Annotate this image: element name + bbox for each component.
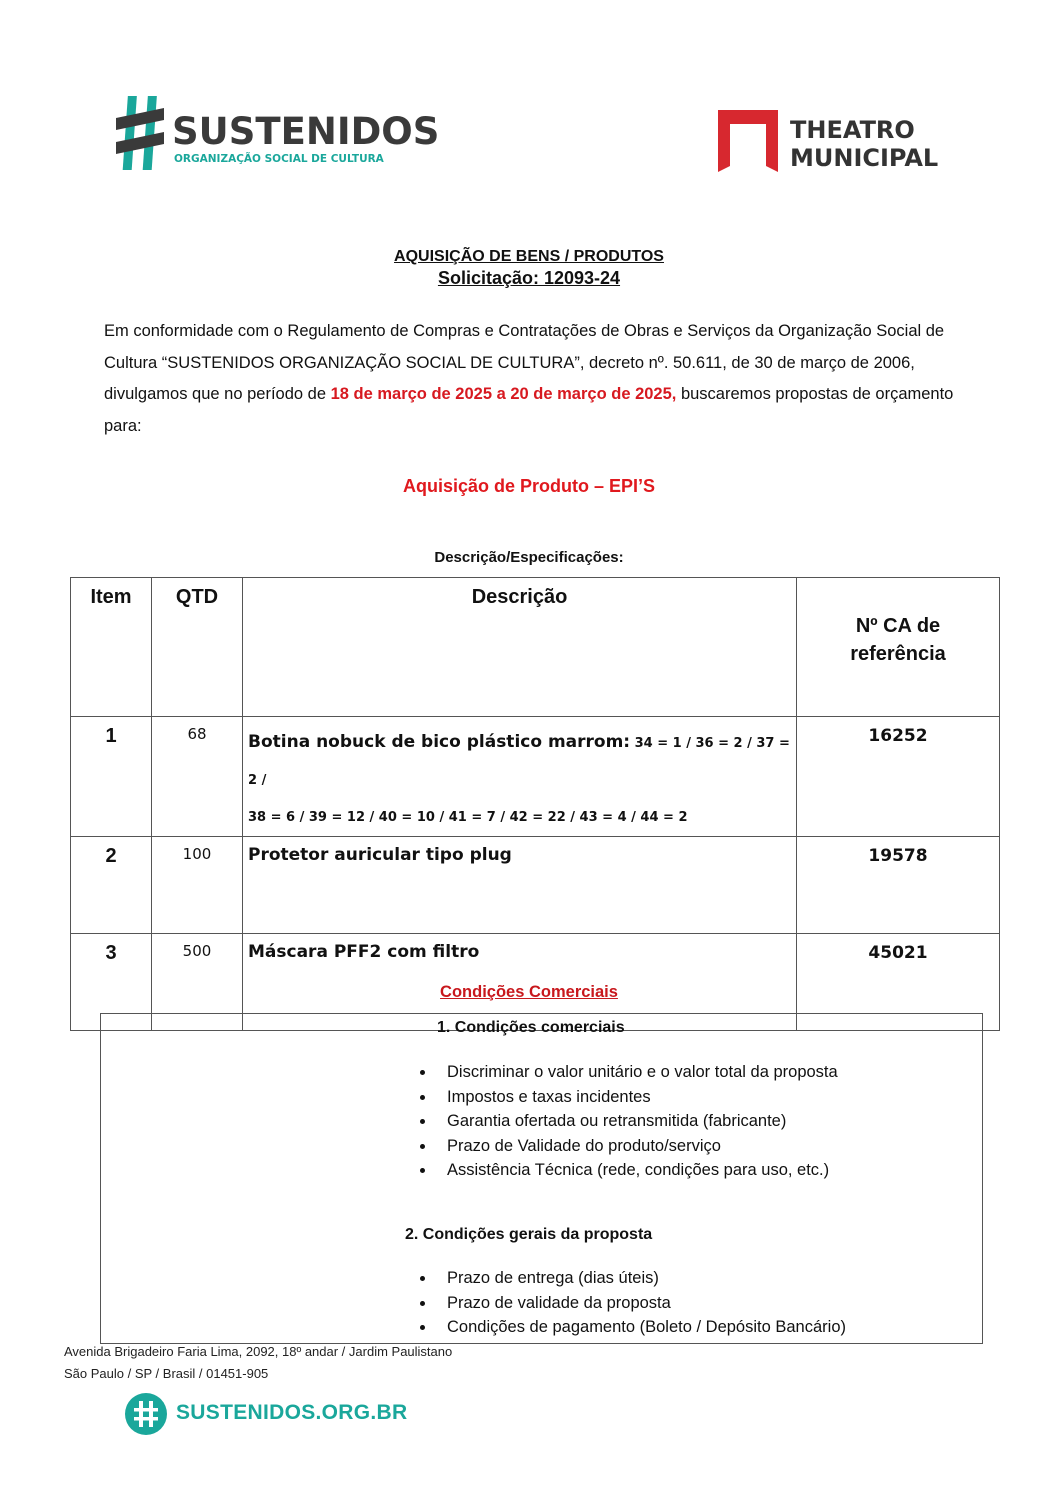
footer-address-line2: São Paulo / SP / Brasil / 01451-905 <box>64 1366 269 1381</box>
row-quantity: 100 <box>152 837 243 934</box>
row-item-number: 3 <box>71 934 152 1031</box>
list-item: Condições de pagamento (Boleto / Depósito Bancário) <box>418 1315 846 1340</box>
header-ca <box>797 578 1000 717</box>
list-item: Impostos e taxas incidentes <box>418 1085 838 1110</box>
row-quantity: 500 <box>152 934 243 1031</box>
row-ca-number: 16252 <box>797 717 1000 837</box>
sustenidos-logo-tagline: ORGANIZAÇÃO SOCIAL DE CULTURA <box>174 153 384 165</box>
header-ca-line1: Nº CA de <box>855 615 941 637</box>
row-product-name: Protetor auricular tipo plug <box>248 845 512 865</box>
row-sizes-2: 38 = 6 / 39 = 12 / 40 = 10 / 41 = 7 / 42 = 22 / 43 = 4 / 44 = 2 <box>248 810 688 825</box>
header-ca-line2: referência <box>850 643 946 665</box>
document-title: AQUISIÇÃO DE BENS / PRODUTOS <box>394 248 664 265</box>
row-item-number: 2 <box>71 837 152 934</box>
conditions-title: Condições Comerciais <box>440 983 618 1001</box>
list-item: Prazo de validade da proposta <box>418 1291 846 1316</box>
conditions-section1-list <box>418 1060 838 1183</box>
row-sizes-1: 34 = 1 / 36 = 2 / 37 = 2 / <box>248 736 790 788</box>
conditions-section1-heading: 1. Condições comerciais <box>437 1019 625 1036</box>
row-product-name: Botina nobuck de bico plástico marrom: <box>248 732 631 752</box>
theatro-logo-line1: THEATRO <box>790 116 915 144</box>
row-item-number: 1 <box>71 717 152 837</box>
section-title: Aquisição de Produto – EPI’S <box>402 476 656 496</box>
footer-website[interactable]: SUSTENIDOS.ORG.BR <box>176 1401 408 1424</box>
footer-address-line1: Avenida Brigadeiro Faria Lima, 2092, 18º andar / Jardim Paulistano <box>64 1344 453 1359</box>
row-product-name: Máscara PFF2 com filtro <box>248 942 480 962</box>
list-item: Assistência Técnica (rede, condições para uso, etc.) <box>418 1158 838 1183</box>
list-item: Prazo de entrega (dias úteis) <box>418 1266 846 1291</box>
sustenidos-logo <box>116 94 440 174</box>
row-quantity: 68 <box>152 717 243 837</box>
request-number: Solicitação: 12093-24 <box>437 268 621 288</box>
table-row <box>71 837 1000 934</box>
intro-text-1: Em conformidade com o Regulamento de Compras e Contratações de Obras e Serviços da Organização Social de Cultura “SUSTENIDOS ORGANIZAÇÃO SOCIAL DE CULTURA”, decreto nº. 50.611, de 30 de março de 2006, divulgamos que no período de <box>104 322 945 403</box>
sustenidos-logo-name: SUSTENIDOS <box>172 110 440 153</box>
specifications-label: Descrição/Especificações: <box>434 549 624 566</box>
intro-text-2: buscaremos propostas de orçamento para: <box>104 385 954 435</box>
header-qtd: QTD <box>152 578 243 717</box>
theatro-municipal-logo <box>716 108 956 174</box>
header-item: Item <box>71 578 152 717</box>
row-ca-number: 45021 <box>797 934 1000 1031</box>
list-item: Prazo de Validade do produto/serviço <box>418 1134 838 1159</box>
row-description <box>243 717 797 837</box>
header-descricao: Descrição <box>243 578 797 717</box>
intro-paragraph <box>104 316 964 442</box>
row-ca-number: 19578 <box>797 837 1000 934</box>
theatro-logo-line2: MUNICIPAL <box>790 144 939 172</box>
row-description <box>243 837 797 934</box>
intro-period: 18 de março de 2025 a 20 de março de 2025, <box>330 385 677 403</box>
list-item: Discriminar o valor unitário e o valor total da proposta <box>418 1060 838 1085</box>
conditions-section2-list <box>418 1266 846 1340</box>
list-item: Garantia ofertada ou retransmitida (fabricante) <box>418 1109 838 1134</box>
items-table <box>70 577 1000 1031</box>
table-row <box>71 717 1000 837</box>
table-header-row <box>71 578 1000 717</box>
conditions-section2-heading: 2. Condições gerais da proposta <box>405 1226 653 1243</box>
